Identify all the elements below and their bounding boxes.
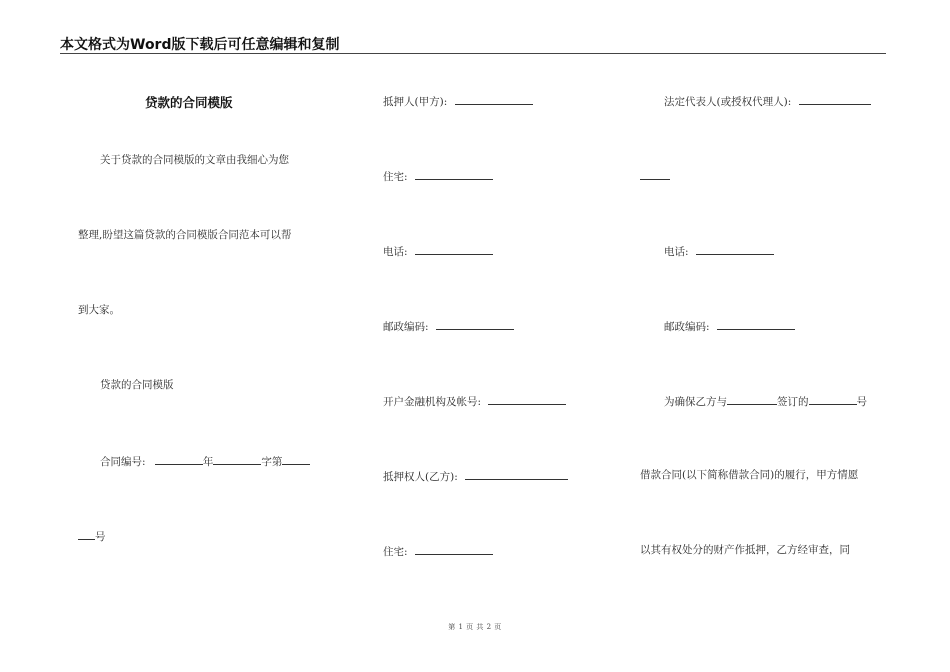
intro-line-2: 整理,盼望这篇贷款的合同模版合同范本可以帮 [78,229,292,241]
legal-rep-label: 法定代表人(或授权代理人): [664,96,792,108]
page-number: 第 1 页 共 2 页 [448,623,502,631]
postcode-line-2 [664,318,795,334]
mortgagor-label: 抵押人(甲方): [383,96,448,108]
legal-rep-line [664,93,871,109]
blank-field [465,468,568,480]
blank-field [415,543,493,555]
number-label: 号 [95,531,106,543]
mortgagee-label: 抵押权人(乙方): [383,471,458,483]
address-line-2 [383,543,493,559]
blank-field [282,453,310,465]
mortgagee-line [383,468,568,484]
phone-line-2 [664,243,774,259]
clause-line-2: 借款合同(以下简称借款合同)的履行，甲方情愿 [640,469,859,481]
contract-number-label: 合同编号: [100,456,146,468]
section-subtitle: 贷款的合同模版 [100,379,174,391]
bank-account-line [383,393,566,409]
blank-field [717,318,795,330]
mortgagor-line [383,93,533,109]
blank-field [696,243,774,255]
blank-field [415,243,493,255]
phone-label: 电话: [664,246,689,258]
address-label: 住宅: [383,546,408,558]
clause-text: 签订的 [777,396,809,408]
year-label: 年 [202,456,214,468]
blank-field [415,168,493,180]
contract-number-suffix [78,528,106,544]
document-header: 本文格式为Word版下载后可任意编辑和复制 [60,37,340,53]
blank-field [436,318,514,330]
clause-line-1 [664,393,867,409]
clause-line-3: 以其有权处分的财产作抵押，乙方经审查，同 [640,544,850,556]
clause-text: 号 [856,396,867,408]
blank-field [809,393,857,405]
blank-field [799,93,871,105]
header-divider [60,53,886,54]
legal-rep-blank-continued [640,168,670,184]
blank-field [155,453,203,465]
blank-field [78,528,95,540]
contract-number-line [100,453,310,469]
blank-field [488,393,566,405]
blank-field [727,393,777,405]
postcode-label: 邮政编码: [383,321,429,333]
phone-line-1 [383,243,493,259]
blank-field [455,93,533,105]
document-title: 贷款的合同模版 [145,95,233,110]
bank-account-label: 开户金融机构及帐号: [383,396,482,408]
intro-line-1: 关于贷款的合同模版的文章由我细心为您 [100,154,289,166]
postcode-line-1 [383,318,514,334]
intro-line-3: 到大家。 [78,304,120,316]
word-label: 字第 [261,456,283,468]
phone-label: 电话: [383,246,408,258]
blank-field [213,453,261,465]
postcode-label: 邮政编码: [664,321,710,333]
address-line-1 [383,168,493,184]
clause-text: 为确保乙方与 [664,396,727,408]
blank-field [640,168,670,180]
address-label: 住宅: [383,171,408,183]
